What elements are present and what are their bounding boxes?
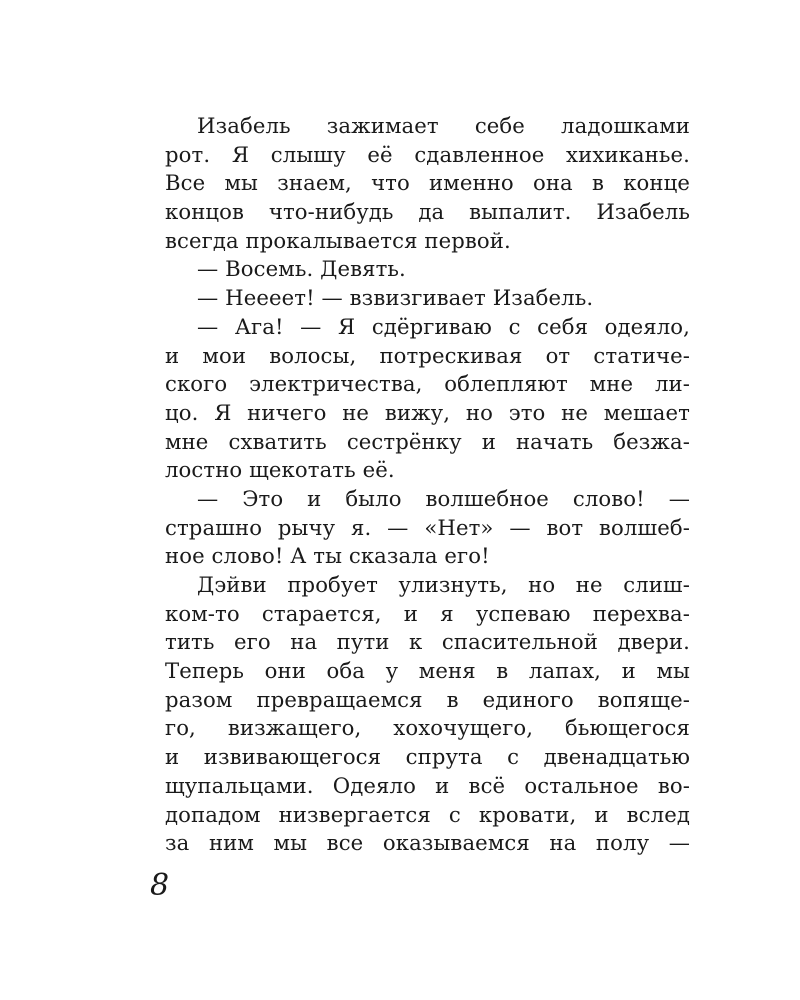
text-line: — Это и было волшебное слово! — (197, 485, 690, 511)
text-line: — Неееет! — взвизгивает Изабель. (197, 285, 594, 311)
text-line: — Ага! — Я сдёргиваю с себя одеяло, (197, 313, 690, 339)
text-line: страшно рычу я. — «Нет» — вот волшеб- (165, 514, 690, 540)
text-line: Теперь они оба у меня в лапах, и мы (165, 658, 690, 684)
text-line: концов что-нибудь да выпалит. Изабель (165, 199, 690, 225)
text-line: — Восемь. Девять. (197, 256, 406, 282)
text-line: допадом низвергается с кровати, и вслед (165, 801, 690, 827)
text-line: и извивающегося спрута с двенадцатью (165, 744, 690, 770)
text-line: мне схватить сестрёнку и начать безжа- (165, 428, 690, 454)
text-line: тить его на пути к спасительной двери. (165, 629, 690, 655)
text-line: всегда прокалывается первой. (165, 227, 511, 253)
text-line: разом превращаемся в единого вопяще- (165, 686, 690, 712)
text-line: и мои волосы, потрескивая от статиче- (165, 342, 690, 368)
text-line: Дэйви пробует улизнуть, но не слиш- (197, 572, 690, 597)
text-line: цо. Я ничего не вижу, но это не мешает (165, 399, 690, 425)
text-line: ное слово! А ты сказала его! (165, 543, 490, 569)
text-line: за ним мы все оказываемся на полу — (165, 830, 690, 856)
text-line: Изабель зажимает себе ладошками (197, 113, 690, 138)
page-number: 8 (150, 868, 170, 903)
text-line: ского электричества, облепляют мне ли- (165, 371, 690, 397)
text-line: Все мы знаем, что именно она в конце (165, 170, 690, 196)
text-line: го, визжащего, хохочущего, бьющегося (165, 715, 690, 741)
body-text (165, 112, 690, 858)
text-line: рот. Я слышу её сдавленное хихиканье. (165, 141, 690, 167)
text-line: ком-то старается, и я успеваю перехва- (165, 600, 690, 626)
text-line: лостно щекотать её. (165, 457, 395, 483)
text-line: щупальцами. Одеяло и всё остальное во- (165, 772, 690, 798)
